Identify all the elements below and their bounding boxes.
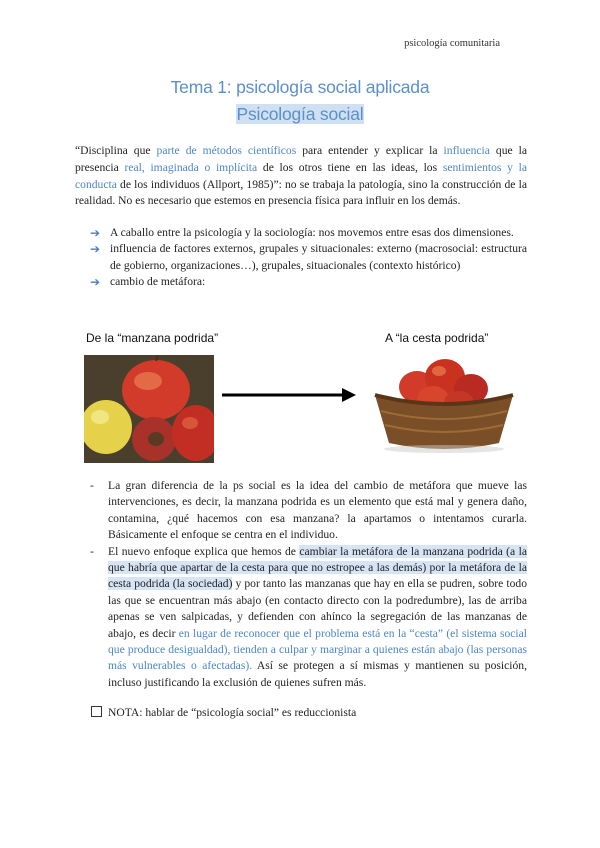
intro-emphasis: real, imaginada o implícita [124, 160, 258, 174]
list-item [90, 478, 527, 544]
list-item [90, 544, 527, 692]
intro-text: “Disciplina que [75, 144, 157, 157]
arrow-right-icon: ➔ [90, 242, 101, 257]
checkbox-icon[interactable] [91, 706, 102, 717]
page-title: Tema 1: psicología social aplicada [170, 77, 430, 97]
arrow-bullet-list [90, 225, 527, 291]
intro-paragraph [75, 143, 527, 210]
basket-image [367, 355, 521, 455]
list-item-text: influencia de factores externos, grupales y situacionales: externo (macrosocial: estructura de gobierno, organizaciones…), grupales, situacionales (contexto histórico) [110, 242, 527, 272]
apples-illustration [84, 355, 214, 463]
intro-emphasis: sentimientos y la conducta [75, 160, 527, 191]
list-item [90, 225, 527, 241]
list-item [90, 241, 527, 274]
emphasis-text: en lugar de reconocer que el problema está en la “cesta” (el sistema social que produce desigualdad), tienden a culpar y marginar a quienes están abajo (las personas más vulnerables o afectadas). [108, 626, 527, 673]
intro-emphasis: parte de métodos científicos [156, 144, 297, 157]
rotten-apple-image [84, 355, 214, 463]
list-item-text: Así se protegen a sí mismas y mantienen su posición, incluso justificando la exclusión de quienes sufren más. [108, 659, 527, 689]
intro-text: que la presencia [75, 144, 528, 174]
dash-bullet: - [90, 544, 94, 558]
intro-text: de los individuos (Allport, 1985)”: no se trabaja la patología, sino la construcción de la realidad. No es necesario que estemos en presencia física para influir en los demás. [75, 177, 527, 208]
note [91, 706, 356, 719]
subtitle-text: Psicología social [236, 104, 364, 124]
page-subtitle [0, 104, 600, 125]
figure-right-caption: A “la cesta podrida” [385, 331, 489, 345]
intro-text: de los otros tiene en las ideas, los [257, 160, 443, 174]
list-item-text: La gran diferencia de la ps social es la idea del cambio de metáfora que mueve las intervenciones, es decir, la manzana podrida es un elemento que está mal y genera daño, contamina, ¿qué hacemos con esa manzana? la apartamos o intentamos curarla. Básicamente el enfoque se centra en el individuo. [108, 479, 527, 542]
arrow-right-icon: ➔ [90, 226, 101, 240]
intro-text: para entender y explicar la [296, 144, 444, 157]
dash-bullet: - [90, 479, 94, 492]
figure-left-caption: De la “manzana podrida” [86, 331, 219, 345]
basket-illustration [367, 355, 521, 455]
note-text: NOTA: hablar de “psicología social” es reduccionista [108, 706, 357, 719]
list-item [90, 274, 527, 290]
arrow-right-icon [222, 385, 356, 405]
dash-list [90, 478, 527, 691]
list-item-text: A caballo entre la psicología y la sociología: nos movemos entre esas dos dimensiones. [110, 226, 514, 239]
list-item-text: y por tanto las manzanas que hay en ella se pudren, sobre todo las que se encuentran más abajo (en contacto directo con la podredumbre), las de arriba apenas se ven salpicadas, y defienden con ahínco la segregación de las manzanas de abajo, es decir [108, 577, 527, 640]
highlighted-text: cambiar la metáfora de la manzana podrida (a la que habría que apartar de la cesta para que no estropee a las demás) por la metáfora de la cesta podrida (la sociedad) [108, 544, 527, 591]
list-item-text: cambio de metáfora: [110, 275, 206, 289]
intro-emphasis: influencia [443, 144, 490, 157]
header-course: psicología comunitaria [404, 38, 500, 49]
arrow-right-icon: ➔ [90, 275, 101, 290]
list-item-text: El nuevo enfoque explica que hemos de [108, 544, 300, 558]
